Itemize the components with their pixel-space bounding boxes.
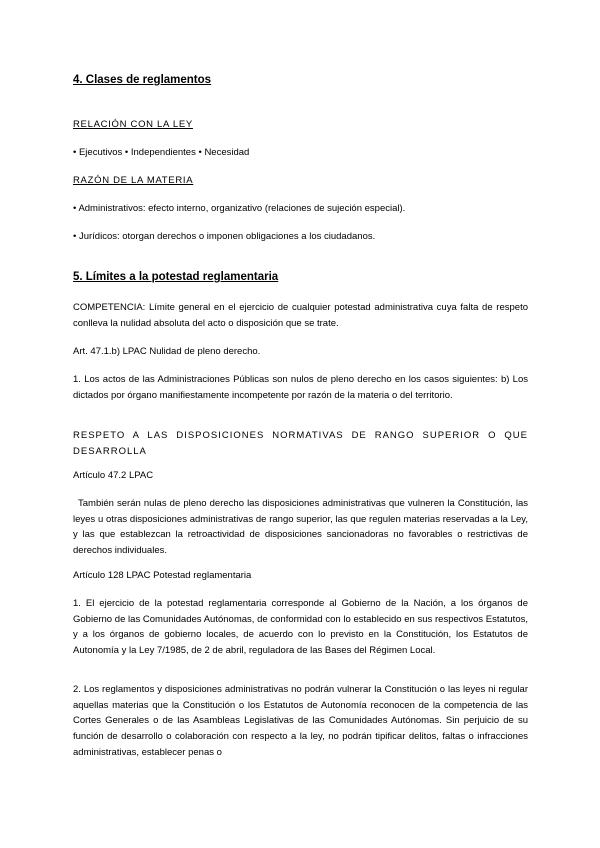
- section-4-title: 4. Clases de reglamentos: [73, 74, 212, 86]
- art-47-1b-heading: Art. 47.1.b) LPAC Nulidad de pleno derecho.: [73, 346, 261, 357]
- competence-paragraph: COMPETENCIA: Límite general en el ejercicio de cualquier potestad administrativa cuya falta de respeto conlleva la nulidad absoluta del acto o disposición que se trate.: [73, 302, 528, 329]
- juridical-item: • Jurídicos: otorgan derechos o imponen obligaciones a los ciudadanos.: [73, 231, 376, 242]
- art-47-2-heading: Artículo 47.2 LPAC: [73, 470, 154, 481]
- relation-types: • Ejecutivos • Independientes • Necesidad: [73, 147, 250, 158]
- section-5-title: 5. Límites a la potestad reglamentaria: [73, 271, 279, 283]
- art-128-heading: Artículo 128 LPAC Potestad reglamentaria: [73, 570, 252, 581]
- respect-heading: RESPETO A LAS DISPOSICIONES NORMATIVAS DE RANGO SUPERIOR O QUE DESARROLLA: [73, 430, 528, 457]
- art-128-paragraph-1: 1. El ejercicio de la potestad reglamentaria corresponde al Gobierno de la Nación, a los órganos de Gobierno de las Comunidades Autónomas, de conformidad con lo establecido en sus respectivos Estatutos, y a los órganos de gobierno locales, de acuerdo con lo previsto en la Constitución, los Estatutos de Autonomía y la Ley 7/1985, de 2 de abril, reguladora de las Bases del Régimen Local.: [73, 598, 528, 657]
- art-128-paragraph-2: 2. Los reglamentos y disposiciones administrativas no podrán vulnerar la Constitución o las leyes ni regular aquellas materias que la Constitución o los Estatutos de Autonomía reconocen de la competencia de las Cortes Generales o de las Asambleas Legislativas de las Comunidades Autónomas. Sin perjuicio de su función de desarrollo o colaboración con respecto a la ley, no podrán tipificar delitos, faltas o infracciones administrativas, establecer penas o: [73, 684, 528, 758]
- relation-heading: RELACIÓN CON LA LEY: [73, 119, 193, 130]
- administrative-item: • Administrativos: efecto interno, organizativo (relaciones de sujeción especial).: [73, 203, 406, 214]
- art-47-1b-text: 1. Los actos de las Administraciones Públicas son nulos de pleno derecho en los casos siguientes: b) Los dictados por órgano manifiestamente incompetente por razón de la materia o del territorio.: [73, 374, 528, 401]
- art-47-2-text: También serán nulas de pleno derecho las disposiciones administrativas que vulneren la Constitución, las leyes u otras disposiciones administrativas de rango superior, las que regulen materias reservadas a la Ley, y las que establezcan la retroactividad de disposiciones sancionadoras no favorables o restrictivas de derechos individuales.: [73, 498, 528, 557]
- matter-heading: RAZÓN DE LA MATERIA: [73, 175, 194, 186]
